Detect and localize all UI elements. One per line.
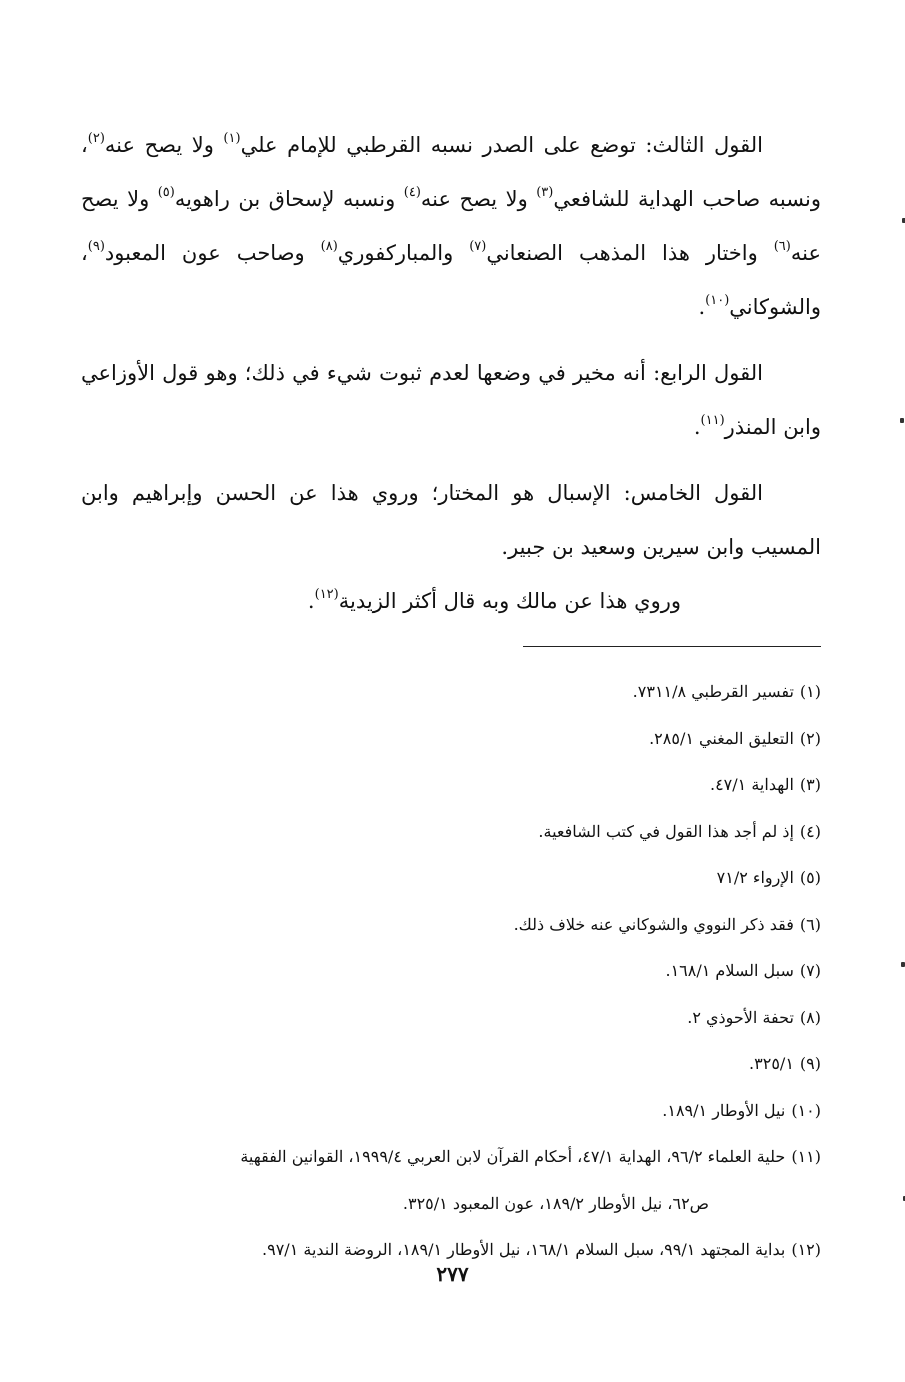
text-run: القول الخامس: الإسبال هو المختار؛ وروي هذا عن الحسن وإبراهيم وابن المسيب وابن سيرين وسعيد بن جبير. [81, 481, 821, 559]
footnote-number: (١٠) [791, 1100, 821, 1120]
footnote-3 [81, 762, 821, 809]
footnote-5 [81, 855, 821, 902]
footnote-8 [81, 995, 821, 1042]
footnote-ref-2[interactable]: (٢) [87, 131, 105, 146]
text-run: القول الرابع: أنه مخير في وضعها لعدم ثبوت شيء في ذلك؛ وهو قول الأوزاعي وابن المنذر [81, 361, 821, 439]
text-run: ونسبه لإسحاق بن راهويه [174, 187, 404, 211]
footnote-number: (٦) [799, 914, 821, 934]
footnote-ref-12[interactable]: (١٢) [314, 587, 339, 602]
paragraph-fifth-opinion [81, 466, 821, 574]
footnote-number: (١) [799, 682, 821, 701]
footnote-number: (٧) [799, 961, 821, 980]
footnotes-section [81, 669, 821, 1274]
footnote-ref-4[interactable]: (٤) [403, 185, 421, 200]
text-run: ، ونسبه صاحب الهداية للشافعي [81, 133, 821, 211]
footnote-text: الإرواء ٧١/٢ [716, 868, 794, 887]
footnote-ref-9[interactable]: (٩) [87, 239, 105, 254]
text-run: . [698, 295, 706, 319]
text-run: والمباركفوري [337, 241, 470, 265]
footnote-number: (٣) [799, 775, 821, 794]
footnote-9 [81, 1041, 821, 1088]
footnote-number: (١٢) [791, 1240, 821, 1259]
footnote-separator [523, 646, 821, 647]
text-run: ، والشوكاني [81, 241, 821, 319]
footnote-11-continued: ص٦٢، نيل الأوطار ١٨٩/٢، عون المعبود ٣٢٥/١. [402, 1193, 709, 1213]
text-run: ولا يصح عنه [104, 133, 224, 157]
footnote-text: الهداية ٤٧/١. [709, 775, 794, 794]
text-run: ولا يصح عنه [81, 187, 821, 265]
footnote-number: (٢) [799, 728, 821, 748]
footnote-text: التعليق المغني ٢٨٥/١. [649, 728, 794, 748]
margin-mark [901, 962, 905, 967]
footnote-text: تفسير القرطبي ٧٣١١/٨. [632, 682, 794, 701]
paragraph-third-opinion [81, 118, 821, 334]
footnote-ref-8[interactable]: (٨) [320, 239, 338, 254]
footnote-number: (١١) [791, 1147, 821, 1166]
text-run: وصاحب عون المعبود [104, 241, 321, 265]
text-run: القول الثالث: توضع على الصدر نسبه القرطبي للإمام علي [240, 133, 763, 157]
footnote-number: (٥) [799, 868, 821, 887]
footnote-text: تحفة الأحوذي ٢. [687, 1007, 794, 1027]
text-run: وروي هذا عن مالك وبه قال أكثر الزيدية [338, 589, 681, 613]
footnote-text: نيل الأوطار ١٨٩/١. [662, 1100, 786, 1120]
footnote-text: إذ لم أجد هذا القول في كتب الشافعية. [538, 821, 794, 841]
footnote-ref-5[interactable]: (٥) [157, 185, 175, 200]
margin-mark [900, 418, 904, 423]
text-run: ولا يصح عنه [420, 187, 537, 211]
footnote-number: (٤) [799, 821, 821, 841]
footnote-1 [81, 669, 821, 716]
footnote-10 [81, 1088, 821, 1135]
footnote-ref-3[interactable]: (٣) [536, 185, 554, 200]
footnote-7 [81, 948, 821, 995]
footnote-ref-10[interactable]: (١٠) [705, 293, 730, 308]
text-run: . [307, 589, 315, 613]
footnote-6 [81, 902, 821, 949]
text-run: . [693, 415, 701, 439]
paragraph-fourth-opinion [81, 346, 821, 454]
footnote-ref-11[interactable]: (١١) [700, 413, 725, 428]
paragraph-malik-opinion [81, 574, 821, 628]
footnote-number: (٩) [799, 1054, 821, 1073]
footnote-ref-7[interactable]: (٧) [469, 239, 487, 254]
footnote-text: حلية العلماء ٩٦/٢، الهداية ٤٧/١، أحكام القرآن لابن العربي ١٩٩٩/٤، القوانين الفقهية [240, 1147, 786, 1166]
page-number: ٢٧٧ [436, 1262, 469, 1286]
footnote-4 [81, 809, 821, 856]
footnote-text: فقد ذكر النووي والشوكاني عنه خلاف ذلك. [513, 914, 794, 934]
footnote-text: سبل السلام ١٦٨/١. [665, 961, 794, 980]
footnote-ref-1[interactable]: (١) [223, 131, 241, 146]
footnote-11 [81, 1134, 821, 1181]
footnote-text: ٣٢٥/١. [749, 1054, 794, 1073]
footnote-ref-6[interactable]: (٦) [773, 239, 791, 254]
text-run: واختار هذا المذهب الصنعاني [486, 241, 774, 265]
main-text [81, 118, 821, 640]
footnote-text: بداية المجتهد ٩٩/١، سبل السلام ١٦٨/١، نيل الأوطار ١٨٩/١، الروضة الندية ٩٧/١. [262, 1240, 786, 1259]
footnote-number: (٨) [799, 1007, 821, 1027]
footnote-2 [81, 716, 821, 763]
